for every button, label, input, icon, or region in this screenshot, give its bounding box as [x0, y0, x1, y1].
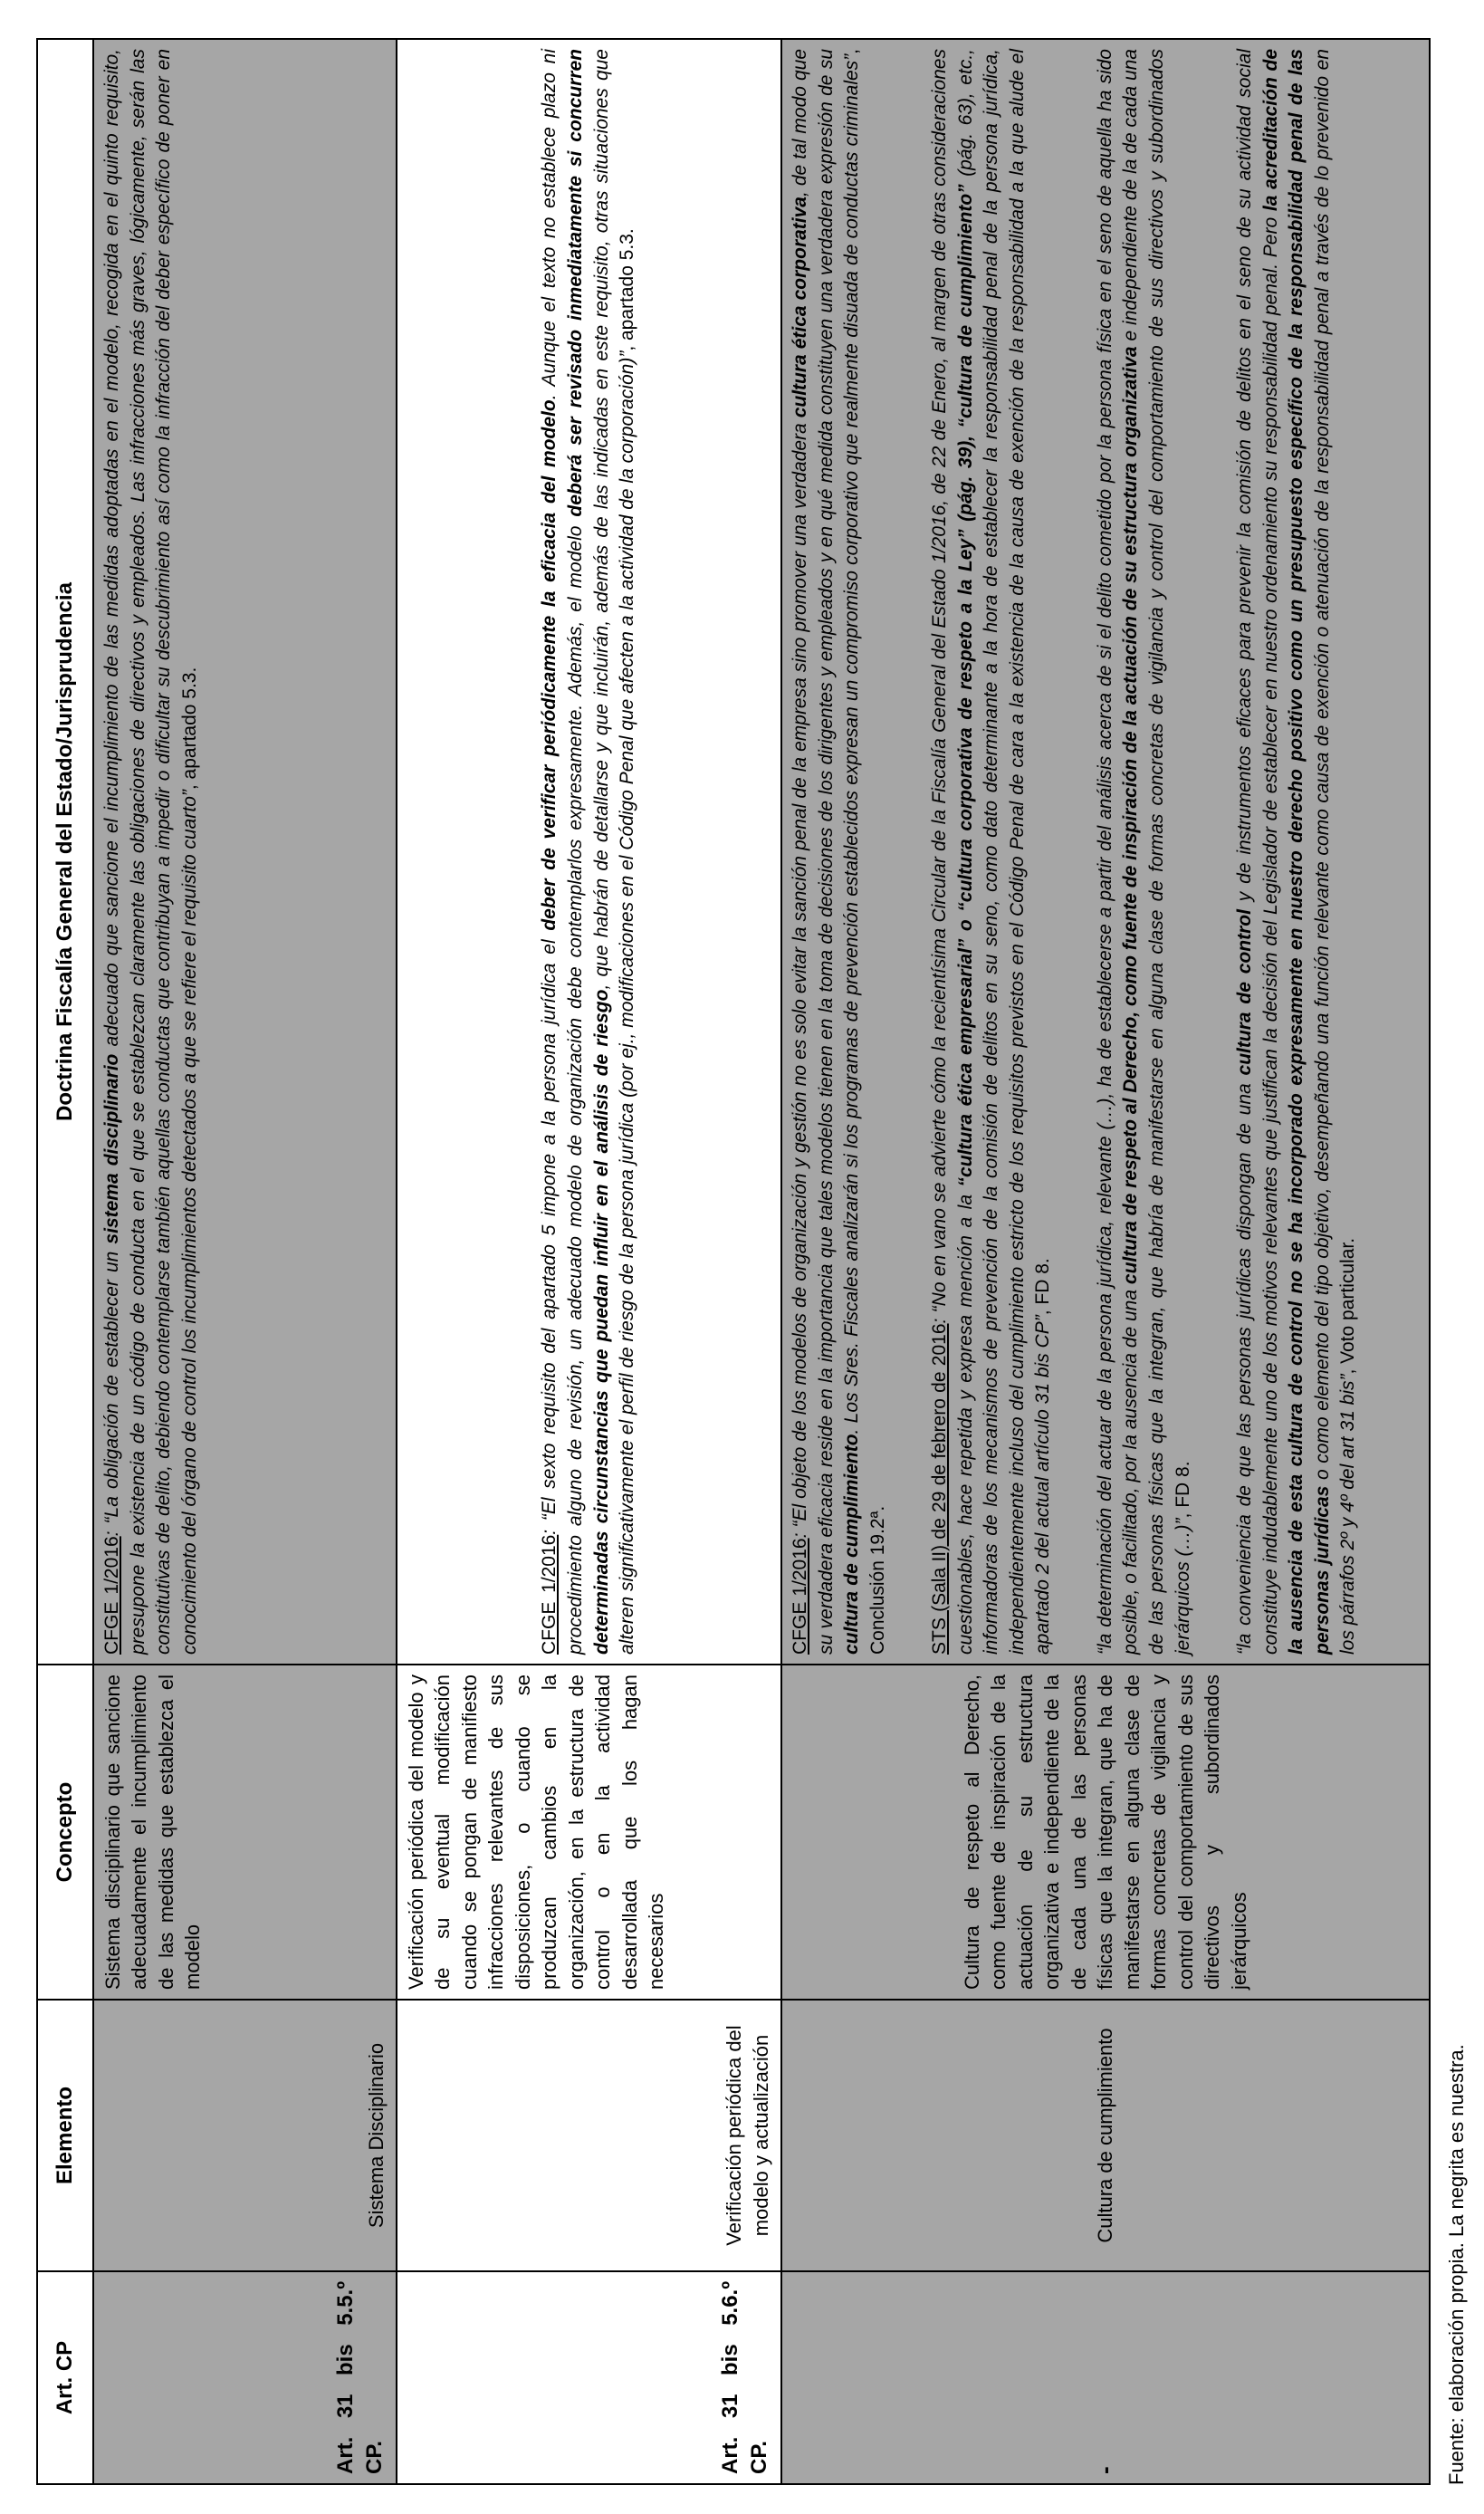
doctrine-text: . Aunque el texto no establece plazo ni procedimiento alguno de revisión, un adecuado modelo de organización debe contemplarlos expresamente. Además, el modelo	[539, 49, 586, 1655]
doctrine-reference: CFGE 1/2016	[101, 1536, 122, 1655]
doctrine-paragraph	[788, 49, 891, 1655]
doctrine-emphasis: cultura ética corporativa	[790, 197, 810, 418]
table-header-row	[37, 39, 93, 2484]
doctrine-reference: CFGE 1/2016	[790, 1538, 810, 1655]
doctrine-paragraph	[927, 49, 1057, 1655]
header-doctrina: Doctrina Fiscalía General del Estado/Jurisprudencia	[37, 39, 93, 1665]
source-note: Fuente: elaboración propia. La negrita es nuestra.	[1445, 2044, 1468, 2485]
elemento-cell: Cultura de cumplimiento	[781, 2000, 1430, 2271]
doctrine-text: adecuado que sancione el incumplimiento de las medidas adoptadas en el modelo, recogida en el quinto requisito, presupone la existencia de un código de conducta en el que se establezcan claramente las obligaciones de directivos y empleados. Las infracciones más graves, lógicamente, serán las constitutivas de delito, debiendo contemplarse también aquellas conductas que contribuyan a impedir o dificultar su descubrimiento así como la infracción del deber específico de poner en conocimiento del órgano de control los incumplimientos detectados a que se refiere el requisito cuarto”	[101, 48, 200, 1655]
doctrine-emphasis: cultura de control	[1234, 909, 1256, 1076]
art-cell: Art. 31 bis 5.6.º CP.	[397, 2271, 781, 2484]
doctrine-text: , de tal modo que su verdadera eficacia reside en la importancia que tales modelos tienen en la toma de decisiones de los dirigentes y empleados y en qué medida constituyen una verdadera expresión de su	[790, 48, 837, 1655]
doctrine-text: : “El sexto requisito del apartado 5 impone a la persona jurídica el	[539, 930, 560, 1535]
doctrine-paragraph	[100, 49, 203, 1655]
header-elemento: Elemento	[37, 2000, 93, 2271]
header-concepto: Concepto	[37, 1665, 93, 2000]
doctrine-citation: , FD 8.	[1172, 1461, 1193, 1519]
doctrine-text: : “La obligación de establecer un	[101, 1243, 122, 1537]
table-row-verificacion	[397, 39, 781, 2484]
header-art-cp: Art. CP	[37, 2271, 93, 2484]
doctrine-text: , que habrán de detallarse y que incluirán, además de las indicadas en este requisito, otras situaciones que alteren significativamente el perfil de riesgo de la persona jurídica (por ej., modificaciones en el Código Penal que afecten a la actividad de la corporación)”	[590, 49, 638, 1655]
doctrine-paragraph	[1093, 49, 1196, 1655]
elemento-cell: Sistema Disciplinario	[93, 2000, 397, 2271]
art-cell	[781, 2271, 1430, 2484]
doctrine-text: e independiente de la de cada una de las personas físicas que la integran, que habría de manifestarse en alguna clase de formas concretas de vigilancia y control del comportamiento de sus directivos y subordinados jerárquicos (…)”	[1120, 49, 1193, 1655]
dash-placeholder: -	[1091, 2466, 1119, 2474]
doctrine-citation: , Voto particular.	[1337, 1237, 1359, 1375]
doctrine-emphasis: sistema disciplinario	[101, 1053, 122, 1244]
doctrine-reference: STS (Sala II) de 29 de febrero de 2016	[929, 1323, 951, 1655]
doctrine-text: : “El objeto de los modelos de organización y gestión no es solo evitar la sanción penal de la empresa sino promover una verdadera	[790, 417, 810, 1539]
doctrine-citation: , Conclusión 19.2ª.	[841, 48, 888, 1655]
doctrina-cell	[93, 39, 397, 1665]
concepto-cell: Verificación periódica del modelo y de su eventual modificación cuando se pongan de manifiesto infracciones relevantes de sus disposiciones, o cuando se produzcan cambios en la organización, en la estructura de control o en la actividad desarrollada que los hagan necesarios	[397, 1665, 781, 2000]
doctrine-emphasis: cultura de cumplimiento	[841, 1434, 863, 1655]
doctrine-emphasis: deber de verificar periódicamente la eficacia del modelo	[539, 399, 560, 931]
doctrine-text: (pág. 63), etc., informadoras de los mecanismos de prevención de la comisión de delitos en su seno, como dato determinante a la hora de establecer la responsabilidad penal de la persona jurídica, independientemente incluso del cumplimiento estricto de los requisitos previstos en el Código Penal de cara a la existencia de la causa de exención de la responsabilidad a la que alude el apartado 2 del actual artículo 31 bis CP”	[954, 49, 1054, 1655]
elemento-cell: Verificación periódica del modelo y actualización	[397, 2000, 781, 2271]
doctrine-text: “la conveniencia de que las personas jurídicas dispongan de una	[1234, 1075, 1256, 1655]
doctrine-emphasis: cultura de respeto al Derecho, como fuente de inspiración de la actuación de su estructura organizativa	[1120, 346, 1142, 1285]
doctrine-reference: CFGE 1/2016	[539, 1534, 560, 1655]
doctrine-table	[36, 38, 1431, 2485]
doctrine-citation: , apartado 5.3.	[178, 667, 200, 791]
doctrine-citation: , FD 8.	[1032, 1258, 1054, 1316]
doctrine-text: o como elemento del tipo objetivo, desempeñando una función relevante como causa de exención o atenuación de la responsabilidad penal a través de lo prevenido en los párrafos 2º y 4º del art 31 bis”	[1311, 49, 1359, 1655]
table-row-sistema-disciplinario	[93, 39, 397, 2484]
doctrine-paragraph	[537, 49, 640, 1655]
doctrine-emphasis: deberá ser revisado inmediatamente si concurren determinadas circunstancias que puedan influir en el análisis de riesgo	[564, 49, 612, 1655]
doctrine-emphasis: “cultura ética empresarial” o “cultura corporativa de respeto a la Ley” (pág. 39), “cultura de cumplimiento”	[954, 184, 976, 1187]
concepto-cell: Sistema disciplinario que sancione adecuadamente el incumplimiento de las medidas que establezca el modelo	[93, 1665, 397, 2000]
doctrine-text: y de instrumentos eficaces para prevenir la comisión de delitos en el seno de su actividad social constituye indudablemente uno de los motivos relevantes que justifican la decisión del Legislador de establecer en nuestro ordenamiento su responsabilidad penal. Pero	[1234, 49, 1281, 1655]
table-row-cultura-cumplimiento	[781, 39, 1430, 2484]
doctrine-text: “la determinación del actuar de la persona jurídica, relevante (…), ha de establecerse a partir del análisis acerca de si el delito cometido por la persona física en el seno de aquella ha sido posible, o facilitado, por la ausencia de una	[1094, 49, 1142, 1655]
art-cell: Art. 31 bis 5.5.º CP.	[93, 2271, 397, 2484]
doctrina-cell	[397, 39, 781, 1665]
doctrine-emphasis: la acreditación de la ausencia de esta cultura de control no se ha incorporado expresamente en nuestro derecho positivo como un presupuesto específico de la responsabilidad penal de las personas jurídicas	[1259, 48, 1333, 1655]
concepto-cell: Cultura de respeto al Derecho, como fuente de inspiración de la actuación de su estructura organizativa e independiente de la de cada una de las personas físicas que la integran, que ha de manifestarse en alguna clase de formas concretas de vigilancia y control del comportamiento de sus directivos y subordinados jerárquicos	[781, 1665, 1430, 2000]
doctrine-citation: , apartado 5.3.	[617, 228, 638, 351]
doctrine-text: : “No en vano se advierte cómo la recientísima Circular de la Fiscalía General del Estado 1/2016, de 22 de Enero, al margen de otras consideraciones cuestionables, hace repetida y expresa mención a la	[929, 49, 976, 1655]
doctrine-text: . Los Sres. Fiscales analizarán si los programas de prevención establecidos expresan un compromiso corporativo que realmente disuada de conductas criminales”	[841, 53, 863, 1435]
doctrina-cell	[781, 39, 1430, 1665]
doctrine-paragraph	[1232, 49, 1362, 1655]
